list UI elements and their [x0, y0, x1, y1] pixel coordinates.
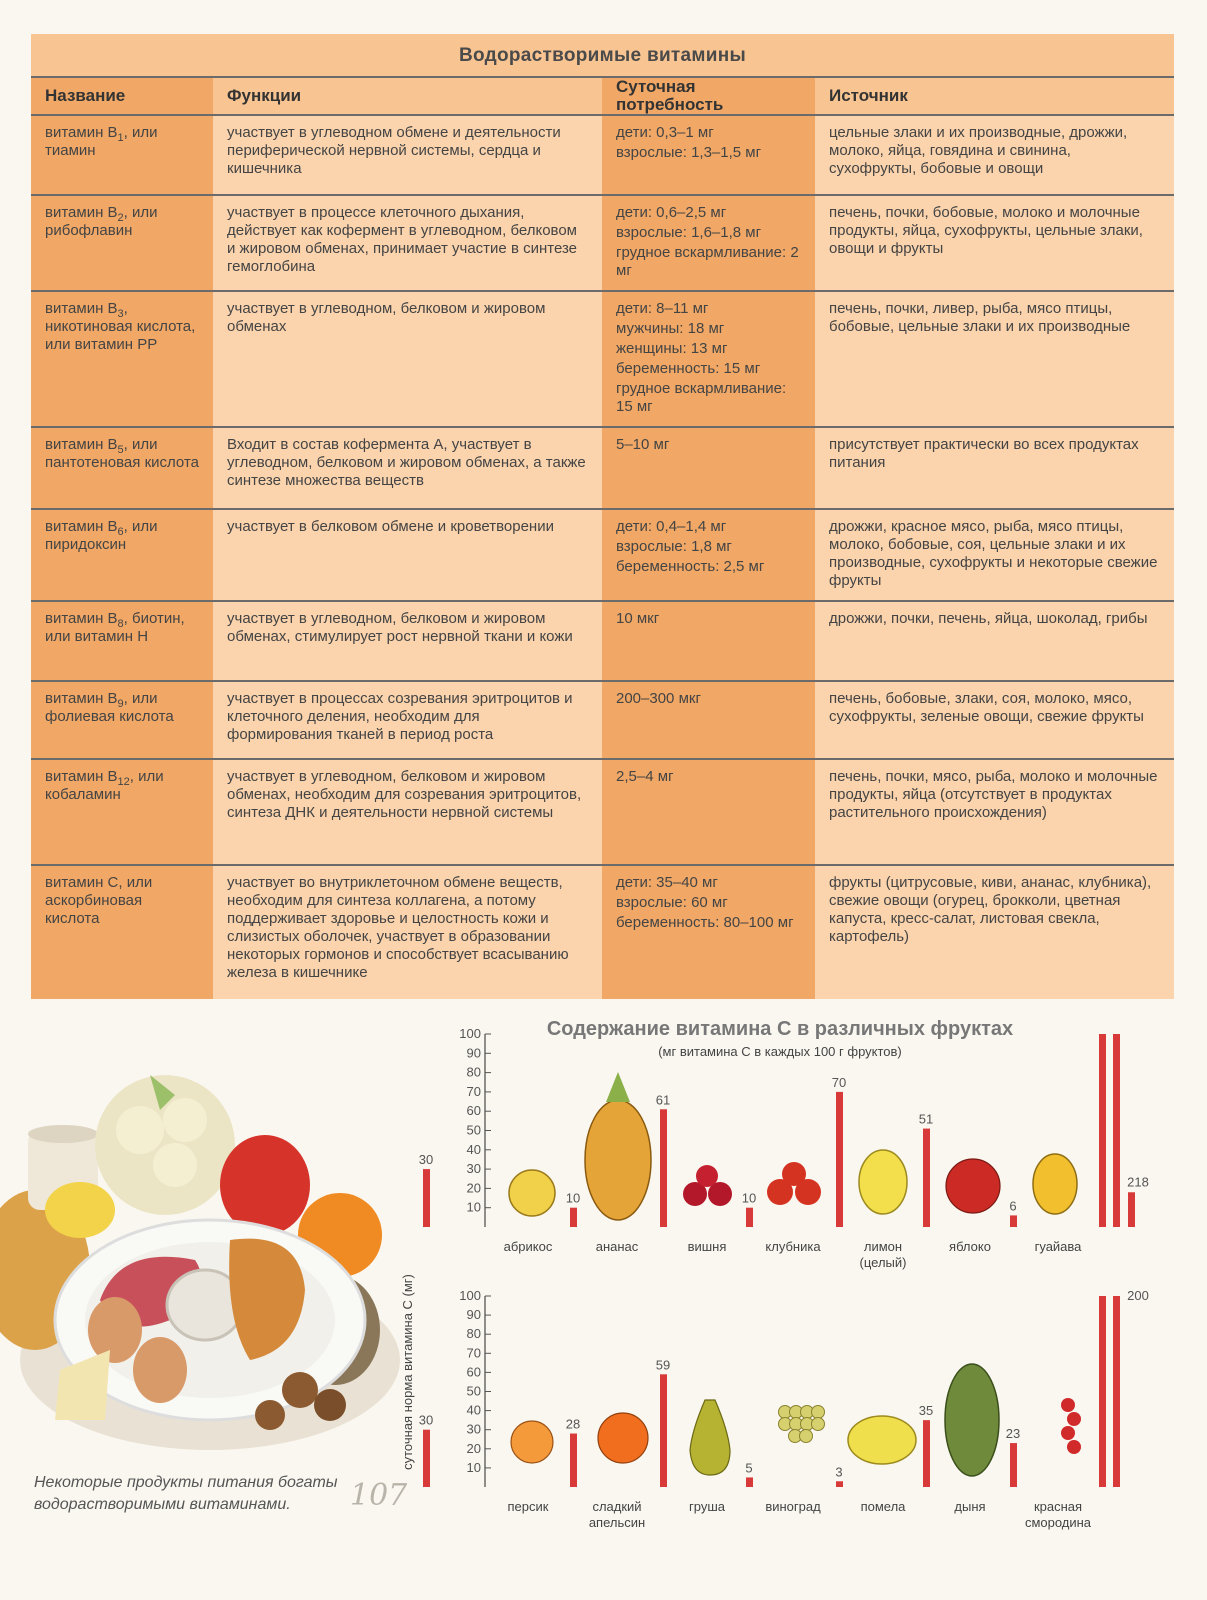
cell-functions: участвует в углеводном обмене и деятельности периферической нервной системы, сердца и кишечника — [213, 115, 602, 195]
requirement-line: дети: 0,4–1,4 мг — [616, 518, 727, 535]
fruit-label: яблоко — [949, 1239, 991, 1254]
requirement-line: 10 мкг — [616, 610, 660, 627]
red-currant-illustration — [1067, 1440, 1081, 1454]
y-tick-label: 50 — [466, 1383, 481, 1399]
requirement-line: взрослые: 1,6–1,8 мг — [616, 224, 762, 241]
cell-vitamin-name — [31, 195, 213, 291]
cell-requirement — [602, 759, 815, 865]
cell-source: цельные злаки и их производные, дрожжи, молоко, яйца, говядина и свинина, сухофрукты, бобовые и овощи — [815, 115, 1174, 195]
vitamin-c-value-label: 70 — [831, 1074, 847, 1090]
vitamin-c-chart — [380, 1010, 1170, 1550]
column-header-source: Источник — [815, 77, 1174, 115]
cell-requirement — [602, 601, 815, 681]
vitamin-c-bar — [746, 1477, 753, 1487]
vitamin-c-value-label: 23 — [1005, 1426, 1021, 1442]
fruit-label: виноград — [765, 1499, 821, 1514]
vitamins-table — [31, 34, 1174, 999]
vitamin-name-subscript: 2 — [117, 212, 124, 224]
cherry-illustration — [696, 1165, 718, 1187]
vitamin-c-bar — [570, 1434, 577, 1487]
table-row — [31, 759, 1174, 865]
vitamin-name-subscript: 3 — [117, 308, 124, 320]
vitamin-name-suffix: , или рибофлавин — [45, 204, 158, 239]
peach-illustration — [511, 1421, 553, 1463]
vitamin-name-prefix: витамин B — [45, 768, 118, 785]
fruit-label: смородина — [1024, 1515, 1092, 1530]
cell-functions: участвует в углеводном, белковом и жировом обменах, стимулирует рост нервной ткани и кожи — [213, 601, 602, 681]
fruit-label: персик — [507, 1499, 549, 1514]
cell-source: дрожжи, почки, печень, яйца, шоколад, грибы — [815, 601, 1174, 681]
vitamin-name-suffix: , или фолиевая кислота — [45, 690, 174, 725]
cell-functions: участвует в процессе клеточного дыхания, действует как кофермент в углеводном, белковом и жировом обменах, принимает участие в синтезе гемоглобина — [213, 195, 602, 291]
cell-vitamin-name — [31, 759, 213, 865]
cell-requirement — [602, 681, 815, 759]
cell-requirement — [602, 509, 815, 601]
y-tick-label: 60 — [466, 1364, 481, 1380]
sweet-orange-illustration — [598, 1413, 648, 1463]
vitamin-c-bar — [1113, 1034, 1120, 1227]
cell-functions: участвует в углеводном, белковом и жировом обменах — [213, 291, 602, 427]
fruit-label: груша — [689, 1499, 725, 1514]
cell-source: печень, почки, мясо, рыба, молоко и молочные продукты, яйца (отсутствует в продуктах растительного происхождения) — [815, 759, 1174, 865]
lemon — [45, 1182, 115, 1238]
pineapple-illustration — [585, 1100, 651, 1220]
column-header-functions: Функции — [213, 77, 602, 115]
melon-illustration — [945, 1364, 999, 1476]
requirement-line: взрослые: 1,8 мг — [616, 538, 732, 555]
requirement-line: дети: 0,6–2,5 мг — [616, 204, 727, 221]
y-tick-label: 40 — [466, 1141, 481, 1157]
grape-illustration — [800, 1430, 813, 1443]
vitamin-c-value-label: 3 — [835, 1464, 843, 1480]
table-title: Водорастворимые витамины — [31, 34, 1174, 76]
food-photo — [0, 1070, 400, 1470]
fruit-label: (целый) — [859, 1255, 907, 1270]
vitamin-c-value-label: 51 — [918, 1111, 934, 1127]
y-axis-title: суточная норма витамина С (мг) — [400, 1274, 415, 1470]
vitamin-name-suffix: , никотиновая кислота, или витамин PP — [45, 300, 196, 353]
requirement-line: 2,5–4 мг — [616, 768, 674, 785]
vitamin-name-prefix: витамин B — [45, 204, 118, 221]
vitamin-c-bar — [1099, 1296, 1106, 1487]
vitamin-name-subscript: 5 — [117, 444, 124, 456]
photo-caption: Некоторые продукты питания богаты водорастворимыми витаминами. — [34, 1474, 338, 1513]
red-currant-illustration — [1061, 1426, 1075, 1440]
requirement-line: взрослые: 1,3–1,5 мг — [616, 144, 762, 161]
y-tick-label: 90 — [466, 1307, 481, 1323]
table-row — [31, 115, 1174, 195]
table-row — [31, 195, 1174, 291]
vitamin-c-value-label: 10 — [565, 1190, 581, 1206]
cell-vitamin-name — [31, 291, 213, 427]
vitamin-c-value-label: 35 — [918, 1403, 934, 1419]
cell-vitamin-name — [31, 681, 213, 759]
vitamin-c-value-label: 6 — [1009, 1198, 1017, 1214]
cell-functions: участвует в белковом обмене и кроветворении — [213, 509, 602, 601]
cell-vitamin-name — [31, 427, 213, 509]
vitamin-c-bar — [746, 1208, 753, 1227]
table-row — [31, 509, 1174, 601]
cell-functions: участвует в углеводном, белковом и жировом обменах, необходим для созревания эритроцитов, синтеза ДНК и деятельности нервной системы — [213, 759, 602, 865]
vitamin-name-subscript: 1 — [117, 132, 124, 144]
table-header-row — [31, 77, 1174, 115]
y-tick-label: 100 — [459, 1288, 481, 1303]
requirement-line: беременность: 2,5 мг — [616, 558, 765, 575]
vitamin-name-suffix: , или пантотеновая кислота — [45, 436, 199, 471]
y-tick-label: 40 — [466, 1402, 481, 1418]
vitamin-c-bar — [836, 1092, 843, 1227]
requirement-line: женщины: 13 мг — [616, 340, 728, 357]
table-row — [31, 427, 1174, 509]
vitamin-c-bar — [1010, 1443, 1017, 1487]
vitamin-c-value-label: 5 — [745, 1460, 753, 1476]
cell-requirement — [602, 195, 815, 291]
vitamin-name-prefix: витамин B — [45, 518, 118, 535]
reference-bar-label: 30 — [418, 1152, 434, 1168]
vitamin-name-suffix: , или кобаламин — [45, 768, 164, 803]
fruit-label: ананас — [595, 1239, 639, 1254]
y-tick-label: 90 — [466, 1045, 481, 1061]
table-body — [31, 115, 1174, 999]
guava-illustration — [1033, 1154, 1077, 1214]
vitamin-c-value-label: 61 — [655, 1092, 671, 1108]
vitamin-name-prefix: витамин B — [45, 300, 118, 317]
vitamin-name-subscript: 9 — [117, 698, 124, 710]
grape-illustration — [812, 1406, 825, 1419]
cell-source: печень, бобовые, злаки, соя, молоко, мясо, сухофрукты, зеленые овощи, свежие фрукты — [815, 681, 1174, 759]
cell-functions: Входит в состав кофермента А, участвует в углеводном, белковом и жировом обменах, а также синтезе множества веществ — [213, 427, 602, 509]
y-tick-label: 10 — [466, 1459, 481, 1475]
requirement-line: взрослые: 60 мг — [616, 894, 728, 911]
y-tick-label: 50 — [466, 1122, 481, 1138]
requirement-line: беременность: 15 мг — [616, 360, 761, 377]
fruit-label: помела — [860, 1499, 906, 1514]
y-tick-label: 20 — [466, 1440, 481, 1456]
cell-vitamin-name — [31, 115, 213, 195]
reference-bar — [423, 1430, 430, 1487]
vitamin-name-prefix: витамин B — [45, 436, 118, 453]
vitamin-c-bar — [1113, 1296, 1120, 1487]
vitamin-name-subscript: 12 — [117, 776, 130, 788]
y-tick-label: 70 — [466, 1083, 481, 1099]
cell-requirement — [602, 115, 815, 195]
table-row — [31, 865, 1174, 999]
red-currant-illustration — [1067, 1412, 1081, 1426]
cell-vitamin-name — [31, 601, 213, 681]
table-row — [31, 601, 1174, 681]
vitamin-c-bar — [923, 1420, 930, 1487]
vitamin-c-bar — [660, 1374, 667, 1487]
vitamin-c-value-label: 28 — [565, 1416, 581, 1432]
requirement-line: грудное вскармливание: 15 мг — [616, 380, 787, 415]
vitamin-name-suffix: , биотин, или витамин H — [45, 610, 185, 645]
pomelo-illustration — [848, 1416, 916, 1464]
vitamin-name-suffix: , или пиридоксин — [45, 518, 158, 553]
table-row — [31, 681, 1174, 759]
vitamin-name-prefix: витамин С, или аскорбиновая кислота — [45, 874, 153, 927]
column-header-name: Название — [31, 77, 213, 115]
y-tick-label: 10 — [466, 1199, 481, 1215]
vitamin-c-bar — [660, 1109, 667, 1227]
table-row — [31, 291, 1174, 427]
red-currant-illustration — [1061, 1398, 1075, 1412]
fruit-label: сладкий — [592, 1499, 642, 1514]
fruit-label: апельсин — [588, 1515, 646, 1530]
vitamin-name-prefix: витамин B — [45, 124, 118, 141]
cell-requirement — [602, 291, 815, 427]
chart-title: Содержание витамина С в различных фруктах — [546, 1018, 1014, 1040]
vitamin-c-bar — [1010, 1215, 1017, 1227]
cell-source: печень, почки, бобовые, молоко и молочные продукты, яйца, сухофрукты, цельные злаки, овощи и фрукты — [815, 195, 1174, 291]
fruit-label: клубника — [765, 1239, 821, 1254]
fruit-label: лимон — [863, 1239, 903, 1254]
vitamin-c-value-label: 59 — [655, 1357, 671, 1373]
y-tick-label: 80 — [466, 1326, 481, 1342]
cell-functions: участвует в процессах созревания эритроцитов и клеточного деления, необходим для формирования тканей в период роста — [213, 681, 602, 759]
y-tick-label: 100 — [459, 1026, 481, 1041]
y-tick-label: 80 — [466, 1064, 481, 1080]
requirement-line: 200–300 мкг — [616, 690, 701, 707]
cell-requirement — [602, 865, 815, 999]
cell-source: печень, почки, ливер, рыба, мясо птицы, бобовые, цельные злаки и их производные — [815, 291, 1174, 427]
y-tick-label: 20 — [466, 1180, 481, 1196]
vitamin-c-bar — [570, 1208, 577, 1227]
pear-illustration — [690, 1400, 730, 1475]
cell-vitamin-name — [31, 509, 213, 601]
vitamin-c-value-label: 218 — [1127, 1174, 1149, 1190]
requirement-line: дети: 0,3–1 мг — [616, 124, 714, 141]
cell-source: дрожжи, красное мясо, рыба, мясо птицы, молоко, бобовые, соя, цельные злаки и их производные, сухофрукты и некоторые свежие фрукты — [815, 509, 1174, 601]
vitamin-name-subscript: 8 — [117, 618, 124, 630]
requirement-line: мужчины: 18 мг — [616, 320, 725, 337]
apricot-illustration — [509, 1170, 555, 1216]
vitamin-name-prefix: витамин B — [45, 610, 118, 627]
y-tick-label: 30 — [466, 1161, 481, 1177]
strawberry-illustration — [782, 1162, 806, 1186]
vitamin-c-bar — [1099, 1034, 1106, 1227]
lemon-illustration — [859, 1150, 907, 1214]
requirement-line: грудное вскармливание: 2 мг — [616, 244, 799, 279]
reference-bar — [423, 1169, 430, 1227]
requirement-line: дети: 8–11 мг — [616, 300, 709, 317]
y-tick-label: 30 — [466, 1421, 481, 1437]
apple-illustration — [946, 1159, 1000, 1213]
cell-vitamin-name — [31, 865, 213, 999]
requirement-line: 5–10 мг — [616, 436, 670, 453]
cell-requirement — [602, 427, 815, 509]
requirement-line: дети: 35–40 мг — [616, 874, 718, 891]
vitamin-c-value-label: 200 — [1127, 1288, 1149, 1303]
chart-subtitle: (мг витамина С в каждых 100 г фруктов) — [658, 1044, 902, 1059]
y-tick-label: 70 — [466, 1345, 481, 1361]
fruit-label: абрикос — [503, 1239, 553, 1254]
fruit-label: вишня — [687, 1239, 727, 1254]
chart-layer — [400, 1026, 1149, 1530]
vitamin-name-suffix: , или тиамин — [45, 124, 158, 159]
cell-source: присутствует практически во всех продуктах питания — [815, 427, 1174, 509]
fruit-label: дыня — [954, 1499, 986, 1514]
vitamin-c-value-label: 10 — [741, 1190, 757, 1206]
page-number: 107 — [350, 1478, 408, 1513]
requirement-line: беременность: 80–100 мг — [616, 914, 794, 931]
pineapple-leaves-illustration — [606, 1072, 630, 1102]
grape-illustration — [812, 1418, 825, 1431]
vitamin-c-bar — [923, 1129, 930, 1227]
vitamin-c-bar — [1128, 1192, 1135, 1227]
y-tick-label: 60 — [466, 1103, 481, 1119]
cauliflower — [95, 1075, 235, 1215]
vitamin-name-subscript: 6 — [117, 526, 124, 538]
cell-source: фрукты (цитрусовые, киви, ананас, клубника), свежие овощи (огурец, брокколи, цветная капуста, кресс-салат, листовая свекла, картофель) — [815, 865, 1174, 999]
fruit-label: красная — [1033, 1499, 1083, 1514]
cell-functions: участвует во внутриклеточном обмене веществ, необходим для синтеза коллагена, а потому поддерживает здоровье и целостность кожи и слизистых оболочек, участвует в образовании некоторых гормонов и способствует всасыванию железа в кишечнике — [213, 865, 602, 999]
reference-bar-label: 30 — [418, 1412, 434, 1428]
fruit-label: гуайава — [1034, 1239, 1082, 1254]
vitamin-name-prefix: витамин B — [45, 690, 118, 707]
column-header-requirement: Суточная потребность — [602, 77, 815, 115]
vitamin-c-bar — [836, 1481, 843, 1487]
